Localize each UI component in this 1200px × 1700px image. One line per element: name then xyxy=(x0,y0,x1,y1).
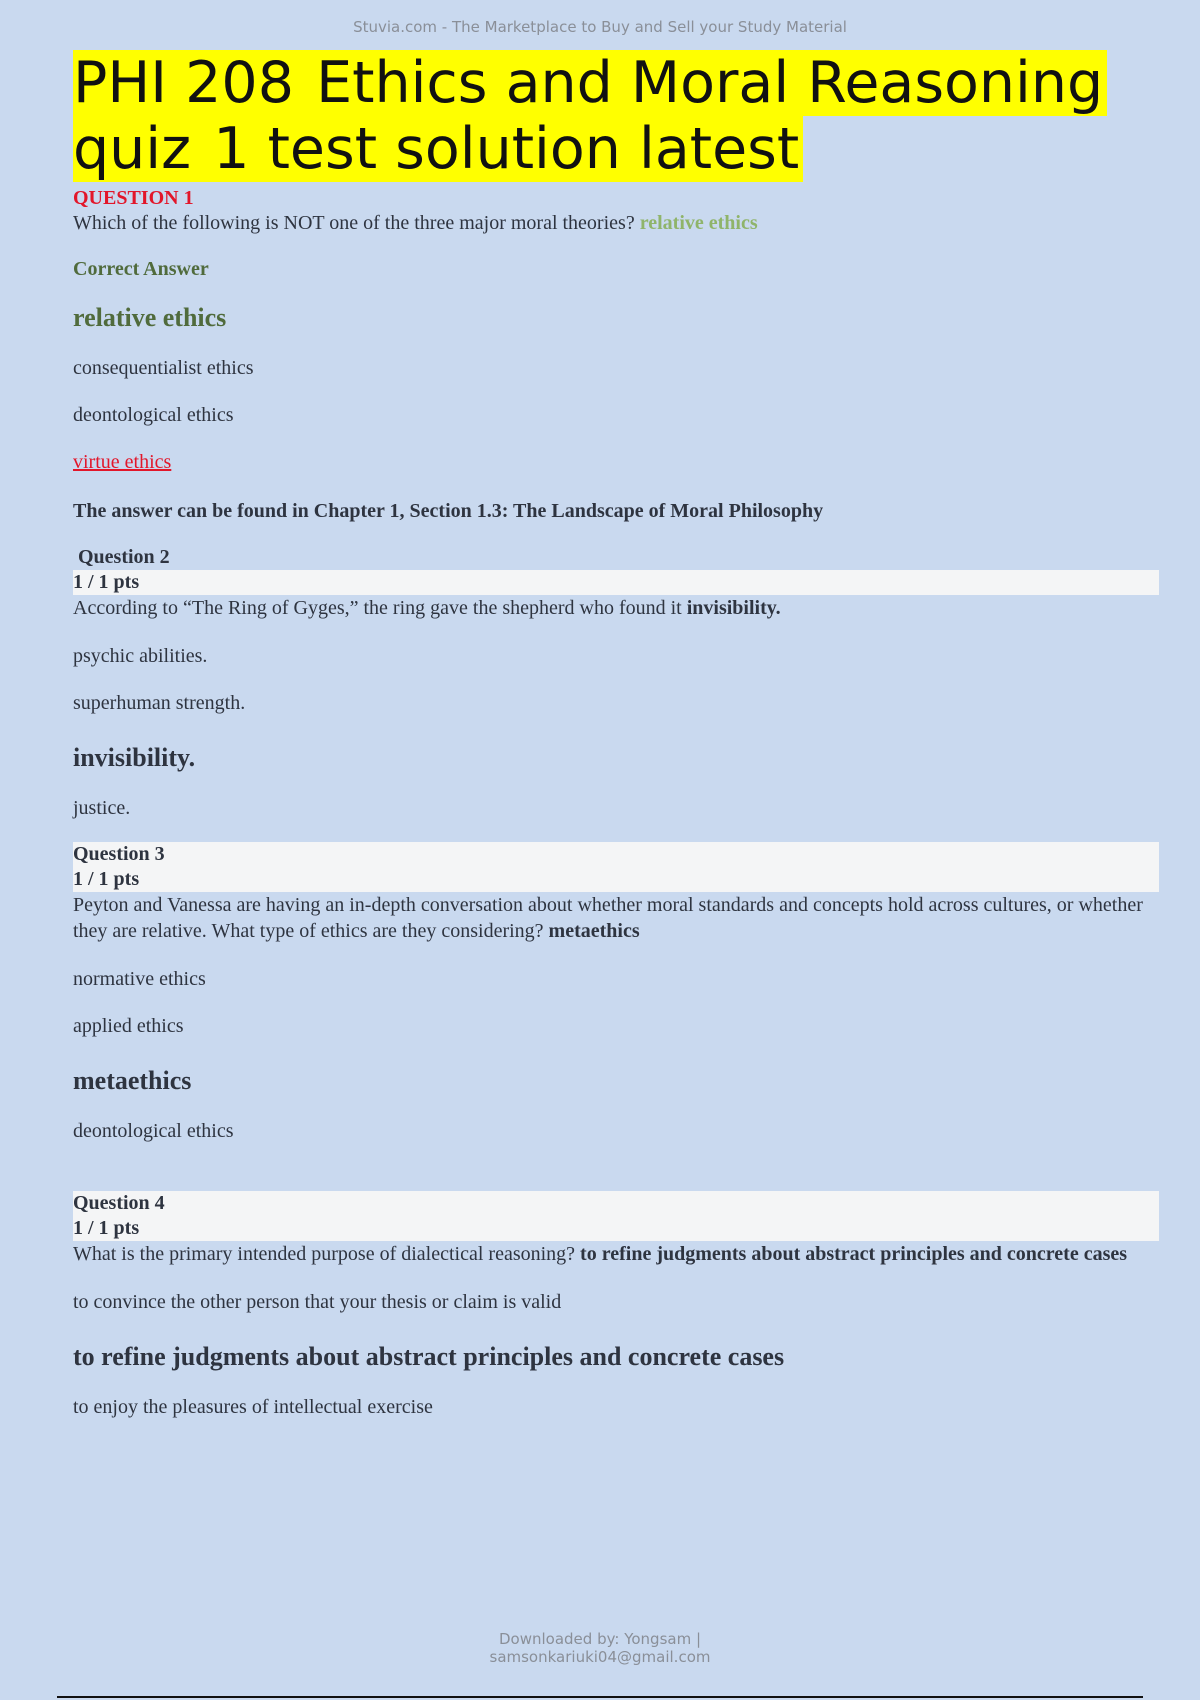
answer-option: deontological ethics xyxy=(73,1120,234,1142)
correct-answer-label: Correct Answer xyxy=(73,258,209,280)
download-footer xyxy=(0,1630,1200,1666)
answer-option: psychic abilities. xyxy=(73,645,208,667)
inline-answer: relative ethics xyxy=(639,212,758,234)
inline-answer: to refine judgments about abstract principles and concrete cases xyxy=(580,1243,1128,1265)
question-1 xyxy=(73,186,1159,523)
correct-answer: invisibility. xyxy=(73,743,196,772)
question-text xyxy=(73,595,1159,621)
inline-answer: metaethics xyxy=(548,920,640,942)
points-label: 1 / 1 pts xyxy=(73,1217,140,1239)
question-label: Question 4 xyxy=(73,1192,165,1214)
page-title xyxy=(73,50,1133,182)
title-highlight: quiz xyxy=(73,116,195,182)
answer-option: deontological ethics xyxy=(73,404,234,426)
question-header xyxy=(73,1191,1159,1241)
correct-answer: to refine judgments about abstract principles and concrete cases xyxy=(73,1342,785,1371)
answer-option: normative ethics xyxy=(73,968,206,990)
answer-option: superhuman strength. xyxy=(73,692,246,714)
correct-answer: metaethics xyxy=(73,1066,192,1095)
downloader-email: samsonkariuki04@gmail.com xyxy=(489,1648,711,1666)
points-label: 1 / 1 pts xyxy=(73,571,140,593)
inline-answer: invisibility. xyxy=(686,597,781,619)
title-highlight: Ethics and Moral Reasoning xyxy=(298,50,1107,116)
reference-note: The answer can be found in Chapter 1, Section 1.3: The Landscape of Moral Philosophy xyxy=(73,500,824,522)
question-header xyxy=(73,545,1159,595)
correct-answer: relative ethics xyxy=(73,303,227,332)
question-header xyxy=(73,842,1159,892)
question-text xyxy=(73,1241,1159,1267)
question-3 xyxy=(73,842,1159,1143)
question-text xyxy=(73,892,1159,944)
question-label: QUESTION 1 xyxy=(73,187,194,209)
site-header: Stuvia.com - The Marketplace to Buy and Sell your Study Material xyxy=(353,18,847,36)
footer-divider xyxy=(57,1696,1143,1698)
answer-option: to convince the other person that your thesis or claim is valid xyxy=(73,1291,562,1313)
title-highlight: 1 test solution latest xyxy=(195,116,803,182)
question-prompt: Which of the following is NOT one of the three major moral theories? xyxy=(73,212,640,234)
question-prompt: What is the primary intended purpose of dialectical reasoning? xyxy=(73,1243,581,1265)
answer-option-selected: virtue ethics xyxy=(73,451,172,473)
points-label: 1 / 1 pts xyxy=(73,868,140,890)
answer-option: applied ethics xyxy=(73,1015,184,1037)
quiz-content xyxy=(73,186,1159,1419)
question-label: Question 2 xyxy=(73,545,1159,570)
question-4 xyxy=(73,1191,1159,1419)
answer-option: consequentialist ethics xyxy=(73,357,254,379)
question-text xyxy=(73,210,1159,236)
question-prompt: According to “The Ring of Gyges,” the ring gave the shepherd who found it xyxy=(73,597,687,619)
question-2 xyxy=(73,545,1159,820)
question-label: Question 3 xyxy=(73,843,165,865)
title-highlight: PHI 208 xyxy=(73,50,298,116)
answer-option: justice. xyxy=(73,797,131,819)
question-prompt: Peyton and Vanessa are having an in-depth conversation about whether moral standards and concepts hold across cultures, or whether they are relative. What type of ethics are they considering? xyxy=(73,894,1143,942)
downloaded-by: Downloaded by: Yongsam | xyxy=(498,1630,702,1648)
answer-option: to enjoy the pleasures of intellectual exercise xyxy=(73,1396,433,1418)
